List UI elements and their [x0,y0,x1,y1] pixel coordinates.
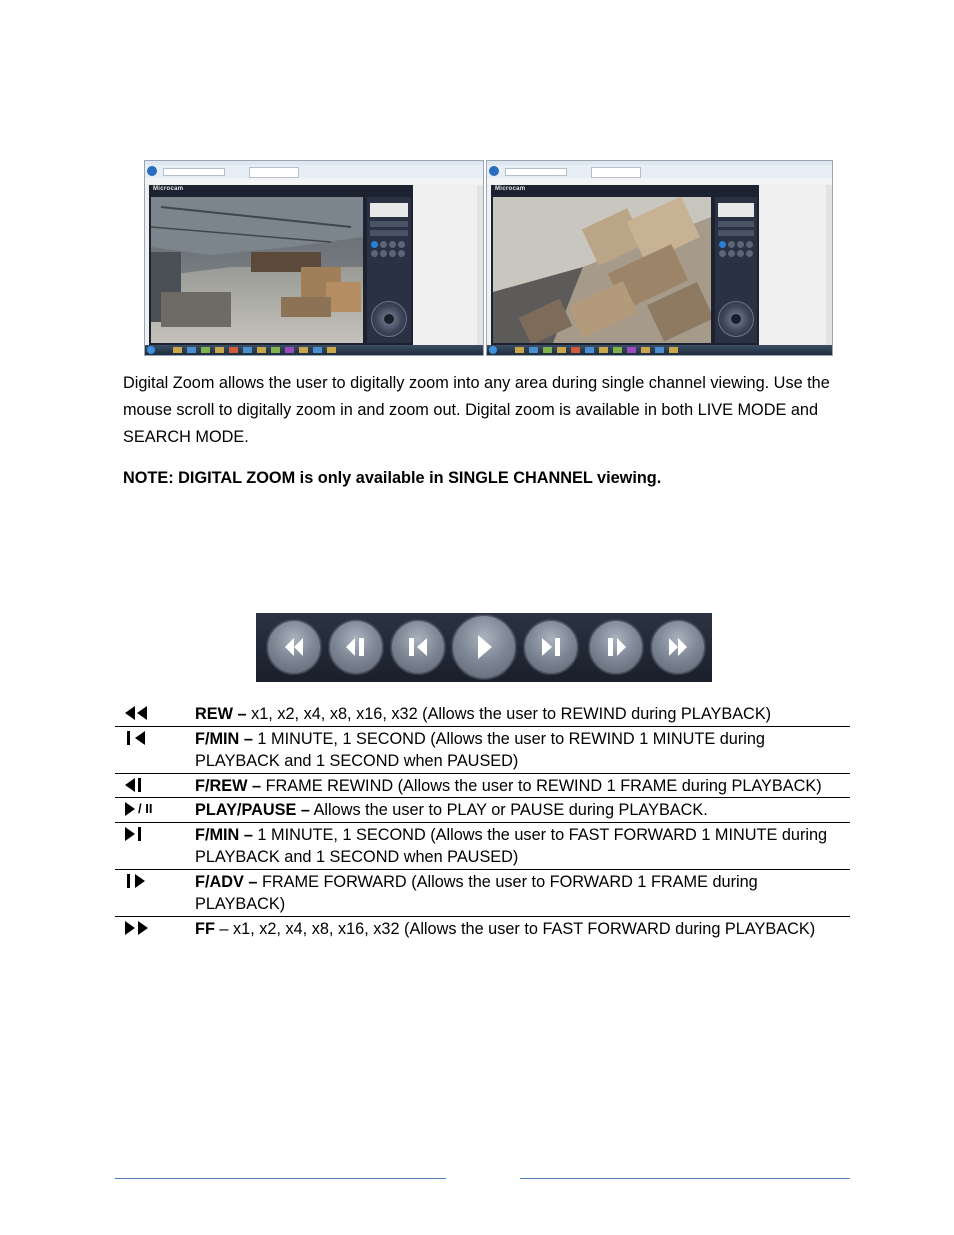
url-field [163,168,225,176]
legend-text: FRAME FORWARD (Allows the user to FORWARD 1 FRAME during PLAYBACK) [195,872,758,913]
ptz-dial-icon [371,301,407,337]
brand-label: Microcam [153,186,184,192]
back-icon [489,166,499,176]
legend-label: REW – [195,705,247,723]
legend-text: 1 MINUTE, 1 SECOND (Allows the user to REWIND 1 MINUTE during PLAYBACK and 1 SECOND when PAUSED) [195,729,765,770]
browser-menu [145,178,483,184]
start-icon [147,346,155,354]
table-row [115,702,850,727]
min-back-icon [115,727,195,773]
footer-line-right [520,1178,850,1179]
control-panel [367,197,411,343]
playback-legend-table [115,702,850,940]
browser-tab [249,167,299,178]
frame-rewind-button[interactable] [328,619,384,675]
legend-text: FRAME REWIND (Allows the user to REWIND 1 FRAME during PLAYBACK) [261,776,822,795]
skip-back-button[interactable] [390,619,446,675]
play-icon [452,615,516,679]
frame-rewind-icon [329,620,383,674]
footer-line-left [115,1178,446,1179]
legend-label: F/REW – [195,776,262,795]
zoomed-warehouse-image [493,197,711,343]
back-icon [147,166,157,176]
control-panel [715,197,757,343]
rewind-button[interactable] [266,619,322,675]
rewind-icon [267,620,321,674]
skip-forward-icon [524,620,578,674]
skip-back-icon [391,620,445,674]
legend-label: F/MIN – [195,825,253,844]
browser-menu [487,178,832,184]
warehouse-image [151,197,363,343]
legend-text: 1 MINUTE, 1 SECOND (Allows the user to FAST FORWARD 1 MINUTE during PLAYBACK and 1 SECOND when PAUSED) [195,825,828,866]
legend-label: F/MIN – [195,729,253,748]
legend-text: Allows the user to PLAY or PAUSE during PLAYBACK. [309,801,708,819]
legend-text: – x1, x2, x4, x8, x16, x32 (Allows the user to FAST FORWARD during PLAYBACK) [214,919,816,938]
rewind-icon [115,702,195,726]
digital-zoom-paragraph: Digital Zoom allows the user to digitally zoom into any area during single channel viewing. Use the mouse scroll to digitally zoom in and zoom out. Digital zoom is available in both LIVE MODE and SEARCH MODE. [123,374,830,446]
legend-text: x1, x2, x4, x8, x16, x32 (Allows the user to REWIND during PLAYBACK) [246,705,772,723]
play-pause-icon: / II [115,798,195,822]
legend-label: PLAY/PAUSE – [195,801,310,819]
frame-forward-icon [589,620,643,674]
browser-scrollbar [477,185,483,345]
skip-forward-button[interactable] [523,619,579,675]
url-field [505,168,567,176]
browser-scrollbar [826,185,832,345]
playback-control-bar [256,613,712,682]
browser-tab [591,167,641,178]
screenshot-zoomed-view [486,160,833,356]
frame-rewind-icon [115,774,195,798]
windows-taskbar [145,345,483,355]
ptz-dial-icon [718,301,754,337]
legend-label: FF [195,919,215,938]
legend-label: F/ADV – [195,872,258,891]
screenshot-live-view [144,160,484,356]
table-row [115,727,850,774]
windows-taskbar [487,345,832,355]
browser-address-bar [487,165,832,178]
camera-video-zoomed [493,197,711,343]
digital-zoom-note: NOTE: DIGITAL ZOOM is only available in SINGLE CHANNEL viewing. [123,469,662,487]
table-row [115,774,850,799]
frame-forward-button[interactable] [588,619,644,675]
table-row [115,917,850,941]
dvr-app [149,185,413,345]
dvr-app [491,185,759,345]
start-icon [489,346,497,354]
camera-video [151,197,363,343]
browser-address-bar [145,165,483,178]
frame-forward-icon [115,870,195,916]
min-forward-icon [115,823,195,869]
table-row [115,870,850,917]
play-button[interactable] [451,614,517,680]
fast-forward-icon [651,620,705,674]
brand-label: Microcam [495,186,526,192]
table-row [115,823,850,870]
fast-forward-button[interactable] [650,619,706,675]
table-row [115,798,850,823]
fast-forward-icon [115,917,195,941]
